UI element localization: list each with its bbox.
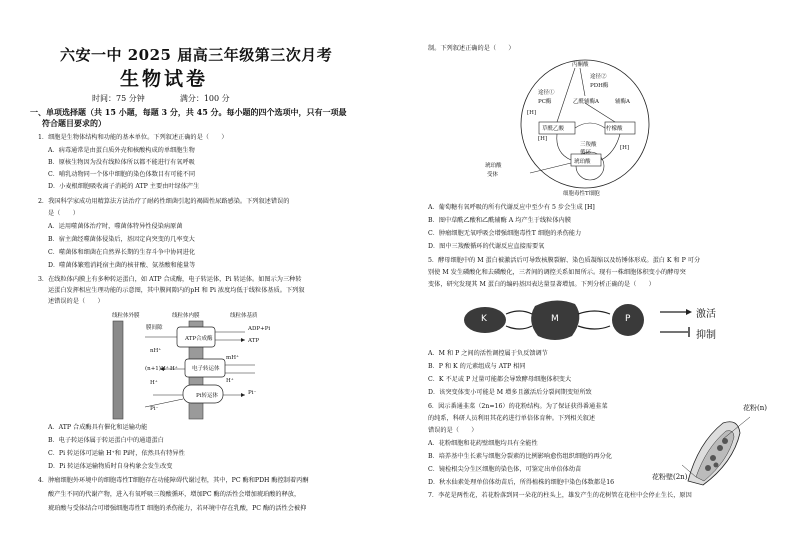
label-outer-membrane: 线粒体外膜 <box>112 313 140 319</box>
label-citrate: 柠檬酸 <box>606 126 623 132</box>
label-activate: 激活 <box>696 309 716 320</box>
label-path2: 途径② <box>590 74 607 80</box>
section-heading-line1: 一、单项选择题（共 15 小题，每题 3 分，共 45 分。每小题的四个选项中，只有一项最 <box>30 107 347 117</box>
label-pyruvate: 丙酮酸 <box>572 62 589 68</box>
label-tca-1: 三羧酸 <box>580 142 597 148</box>
q2-option-c: C．噬菌体和细菌在自然界长期的生存斗争中协同进化 <box>48 249 196 256</box>
q6-stem-1: 6．図示番通韭菜（2n=16）的花粉结构。为了保证获得番通韭菜 <box>428 403 608 410</box>
q2-stem-1: 2．我国科学家成功用精算法方法治疗了耐药性细菌引起的褐圆性尿路感染。下列叙述错误的 <box>38 198 290 205</box>
q3-stem-1: 3．在线粒体内膜上有多种转运蛋白，如 ATP 合成酶，电子转运体，Pi 转运体。如图示为三种转 <box>38 276 302 283</box>
label-pi-right: Pi⁻ <box>248 390 257 396</box>
anther-illustration <box>678 403 768 493</box>
label-h-c: [H] <box>620 145 630 151</box>
q3-option-c: C．Pi 转运体可运输 H⁺和 Pi时，依然具有特异性 <box>48 450 185 457</box>
exam-score: 满分：100 分 <box>179 94 230 103</box>
label-succ-receptor-2: 受体 <box>487 172 499 178</box>
label-intermembrane: 膜间隙 <box>146 325 163 331</box>
q4-option-a: A．葡萄糖有氧呼吸的所有代谢反应中至少有 5 步会生成 [H] <box>428 204 595 211</box>
label-atp: ATP <box>248 338 260 344</box>
q6-option-d: D．秋水仙素处理单倍体幼苗后，所得植株的细胞中染色体数都是16 <box>428 479 615 486</box>
label-pi-left: Pi⁻ <box>150 406 159 412</box>
label-matrix: 线粒体基质 <box>230 313 258 319</box>
q6-stem-3: 错误的是（ ） <box>428 427 478 434</box>
q4-stem-2: 酸产生不同的代谢产物，进入有氧呼吸三羧酸循环，增加PC 酶的活性会增加琥珀酸的释放， <box>48 491 301 498</box>
q2-option-b: B．宿主菌经噬菌体侵染后，基因定向突变的几率变大 <box>48 236 195 243</box>
q5-option-c: C．K 不足或 P 过量可能都会导致酵母细胞体积变大 <box>428 376 572 383</box>
q5-option-a: A．M 和 P 之间的活性调控属于负反馈调节 <box>428 350 548 357</box>
q4-option-d: D．图中三羧酸循环的代谢反应直接需要氧 <box>428 243 545 250</box>
q1-option-c: C．哺乳动物同一个体中细胞的染色体数目有可能不同 <box>48 171 196 178</box>
label-pc: PC酶 <box>538 99 552 105</box>
q5-option-b: B．P 和 K 的元素组成与 ATP 相同 <box>428 363 526 370</box>
label-inner-membrane: 线粒体内膜 <box>172 313 200 319</box>
label-succinate: 琥珀酸 <box>574 159 591 165</box>
label-k: K <box>481 314 487 324</box>
q5-stem-3: 变体，研究发现其 M 蛋白的编码基因表达量显著增加。下列分析正确的是（ ） <box>428 281 655 288</box>
q6-stem-2: 的纯系，科研人员利用其花药进行单倍体育种。下列相关叙述 <box>428 415 596 422</box>
label-coa: 辅酶A <box>615 99 630 105</box>
subject-title: 生物试卷 <box>120 68 209 90</box>
outer-membrane-bar <box>113 321 123 419</box>
label-h-2: H⁺ <box>150 380 158 386</box>
label-succ-receptor-1: 琥珀酸 <box>485 163 502 169</box>
diagram-caption: 细胞毒性T细胞 <box>563 191 600 197</box>
q6-option-b: B．培养基中生长素与细胞分裂素的比例影响愈伤组织细胞的再分化 <box>428 453 612 460</box>
q1-option-d: D．小麦根细胞吸收离子消耗的 ATP 主要由叶绿体产生 <box>48 183 200 190</box>
q1-option-b: B．原核生物因为没有线粒体所以都不能进行有氧呼吸 <box>48 159 195 166</box>
q6-option-a: A．花粉细胞和花药壁细胞均具有全能性 <box>428 440 538 447</box>
label-p: P <box>625 314 631 324</box>
q5-option-d: D．该突变体变小可能是 M 增多且激活后分裂间期变短所致 <box>428 389 592 396</box>
label-oxaloacetate: 草酰乙酸 <box>542 126 565 132</box>
q3-option-d: D．Pi 转运体运输物质时自身构象会发生改变 <box>48 463 173 470</box>
label-nh: nH⁺ <box>150 348 162 354</box>
label-adp-pi: ADP+Pi <box>248 326 271 332</box>
q4-option-c: C．肿瘤细胞无氧呼吸会增强细胞毒性T 细胞的杀伤能力 <box>428 230 582 237</box>
label-electron-transporter: 电子转运体 <box>192 366 220 372</box>
q5-stem-1: 5．酵母细胞中的 M 蛋白被激活后可导致核膜裂解、染色质凝缩以及纺锤体形成。蛋白 K 和 P 可分 <box>428 257 701 264</box>
q1-option-a: A．病毒通常是由蛋白质外壳和核酸构成的单细胞生物 <box>48 147 195 154</box>
q2-option-d: D．噬菌体繁殖消耗宿主菌的核苷酸、氨基酸和能量等 <box>48 262 196 269</box>
label-acetylcoa: 乙酰辅酶A <box>573 99 599 105</box>
exam-time: 时间：75 分钟 <box>92 94 145 103</box>
kmp-regulation-diagram <box>460 296 770 348</box>
label-m: M <box>551 314 559 324</box>
label-h-1: H⁺ <box>170 366 178 372</box>
q4-stem-3: 琥珀酸与受体结合可增强细胞毒性T 细胞的杀伤能力，若环境中存在乳酸，PC 酶的活性会被抑 <box>48 505 307 512</box>
label-pollen-wall: 花粉壁(2n) <box>652 473 688 481</box>
label-path1: 途径① <box>538 90 555 96</box>
label-pdh: PDH酶 <box>590 83 609 89</box>
q5-stem-2: 别使 M 发生磷酸化和去磷酸化，三者间的调控关系如图所示。现有一株细胞体积变小的酵母突 <box>428 269 686 276</box>
q4-stem-4: 制。下列叙述正确的是（ ） <box>428 45 515 52</box>
label-tca-2: 循环 <box>580 150 592 156</box>
q3-option-a: A．ATP 合成酶具有催化和运输功能 <box>48 424 148 431</box>
q2-stem-2: 是（ ） <box>48 210 79 217</box>
q1-stem: 1．细胞是生物体结构和功能的基本单位。下列叙述正确的是（ ） <box>38 134 228 141</box>
label-h-3: H⁺ <box>226 378 234 384</box>
q4-option-b: B．图中草酰乙酸和乙酰辅酶 A 均产生于线粒体内膜 <box>428 217 571 224</box>
label-inhibit: 抑制 <box>696 330 716 341</box>
label-pi-transporter: Pi转运体 <box>196 393 218 399</box>
q3-stem-3: 述错误的是（ ） <box>48 298 104 305</box>
label-atp-synthase: ATP合成酶 <box>185 336 213 342</box>
school-title: 六安一中 2025 届高三年级第三次月考 <box>60 46 333 64</box>
label-n1h: (n+1)H⁺ <box>145 366 169 372</box>
label-h-a: [H] <box>527 110 537 116</box>
label-pollen: 花粉(n) <box>743 404 767 412</box>
q3-stem-2: 运蛋白发挥相应生理功能的示意图，其中膜间隙内的pH 和 Pi 浓度均低于线粒体基质。下列叙 <box>48 287 305 294</box>
section-heading-line2: 符合题目要求的） <box>42 118 106 128</box>
q4-stem-1: 4．肿瘤细胞外环境中的细胞毒性T细胞存在功能障碍代谢过程，其中，PC 酶和PDH 酶控制着丙酮 <box>38 477 309 484</box>
q3-option-b: B．电子转运体属于转运蛋白中的通道蛋白 <box>48 437 164 444</box>
q7-stem-1: 7．李花是两性花，若花粉落到同一朵花的柱头上，雄发产生的花树管在花柱中会停止生长，原因 <box>428 492 692 499</box>
q2-option-a: A．运用噬菌体治疗时，噬菌体特异性侵染病原菌 <box>48 223 183 230</box>
exam-meta <box>92 93 230 104</box>
label-h-b: [H] <box>538 136 548 142</box>
tca-cycle-diagram <box>505 48 665 198</box>
label-mh: mH⁺ <box>226 355 239 361</box>
q6-option-c: C．镜检根尖分生区细胞的染色体，可鉴定出单倍体幼苗 <box>428 466 582 473</box>
